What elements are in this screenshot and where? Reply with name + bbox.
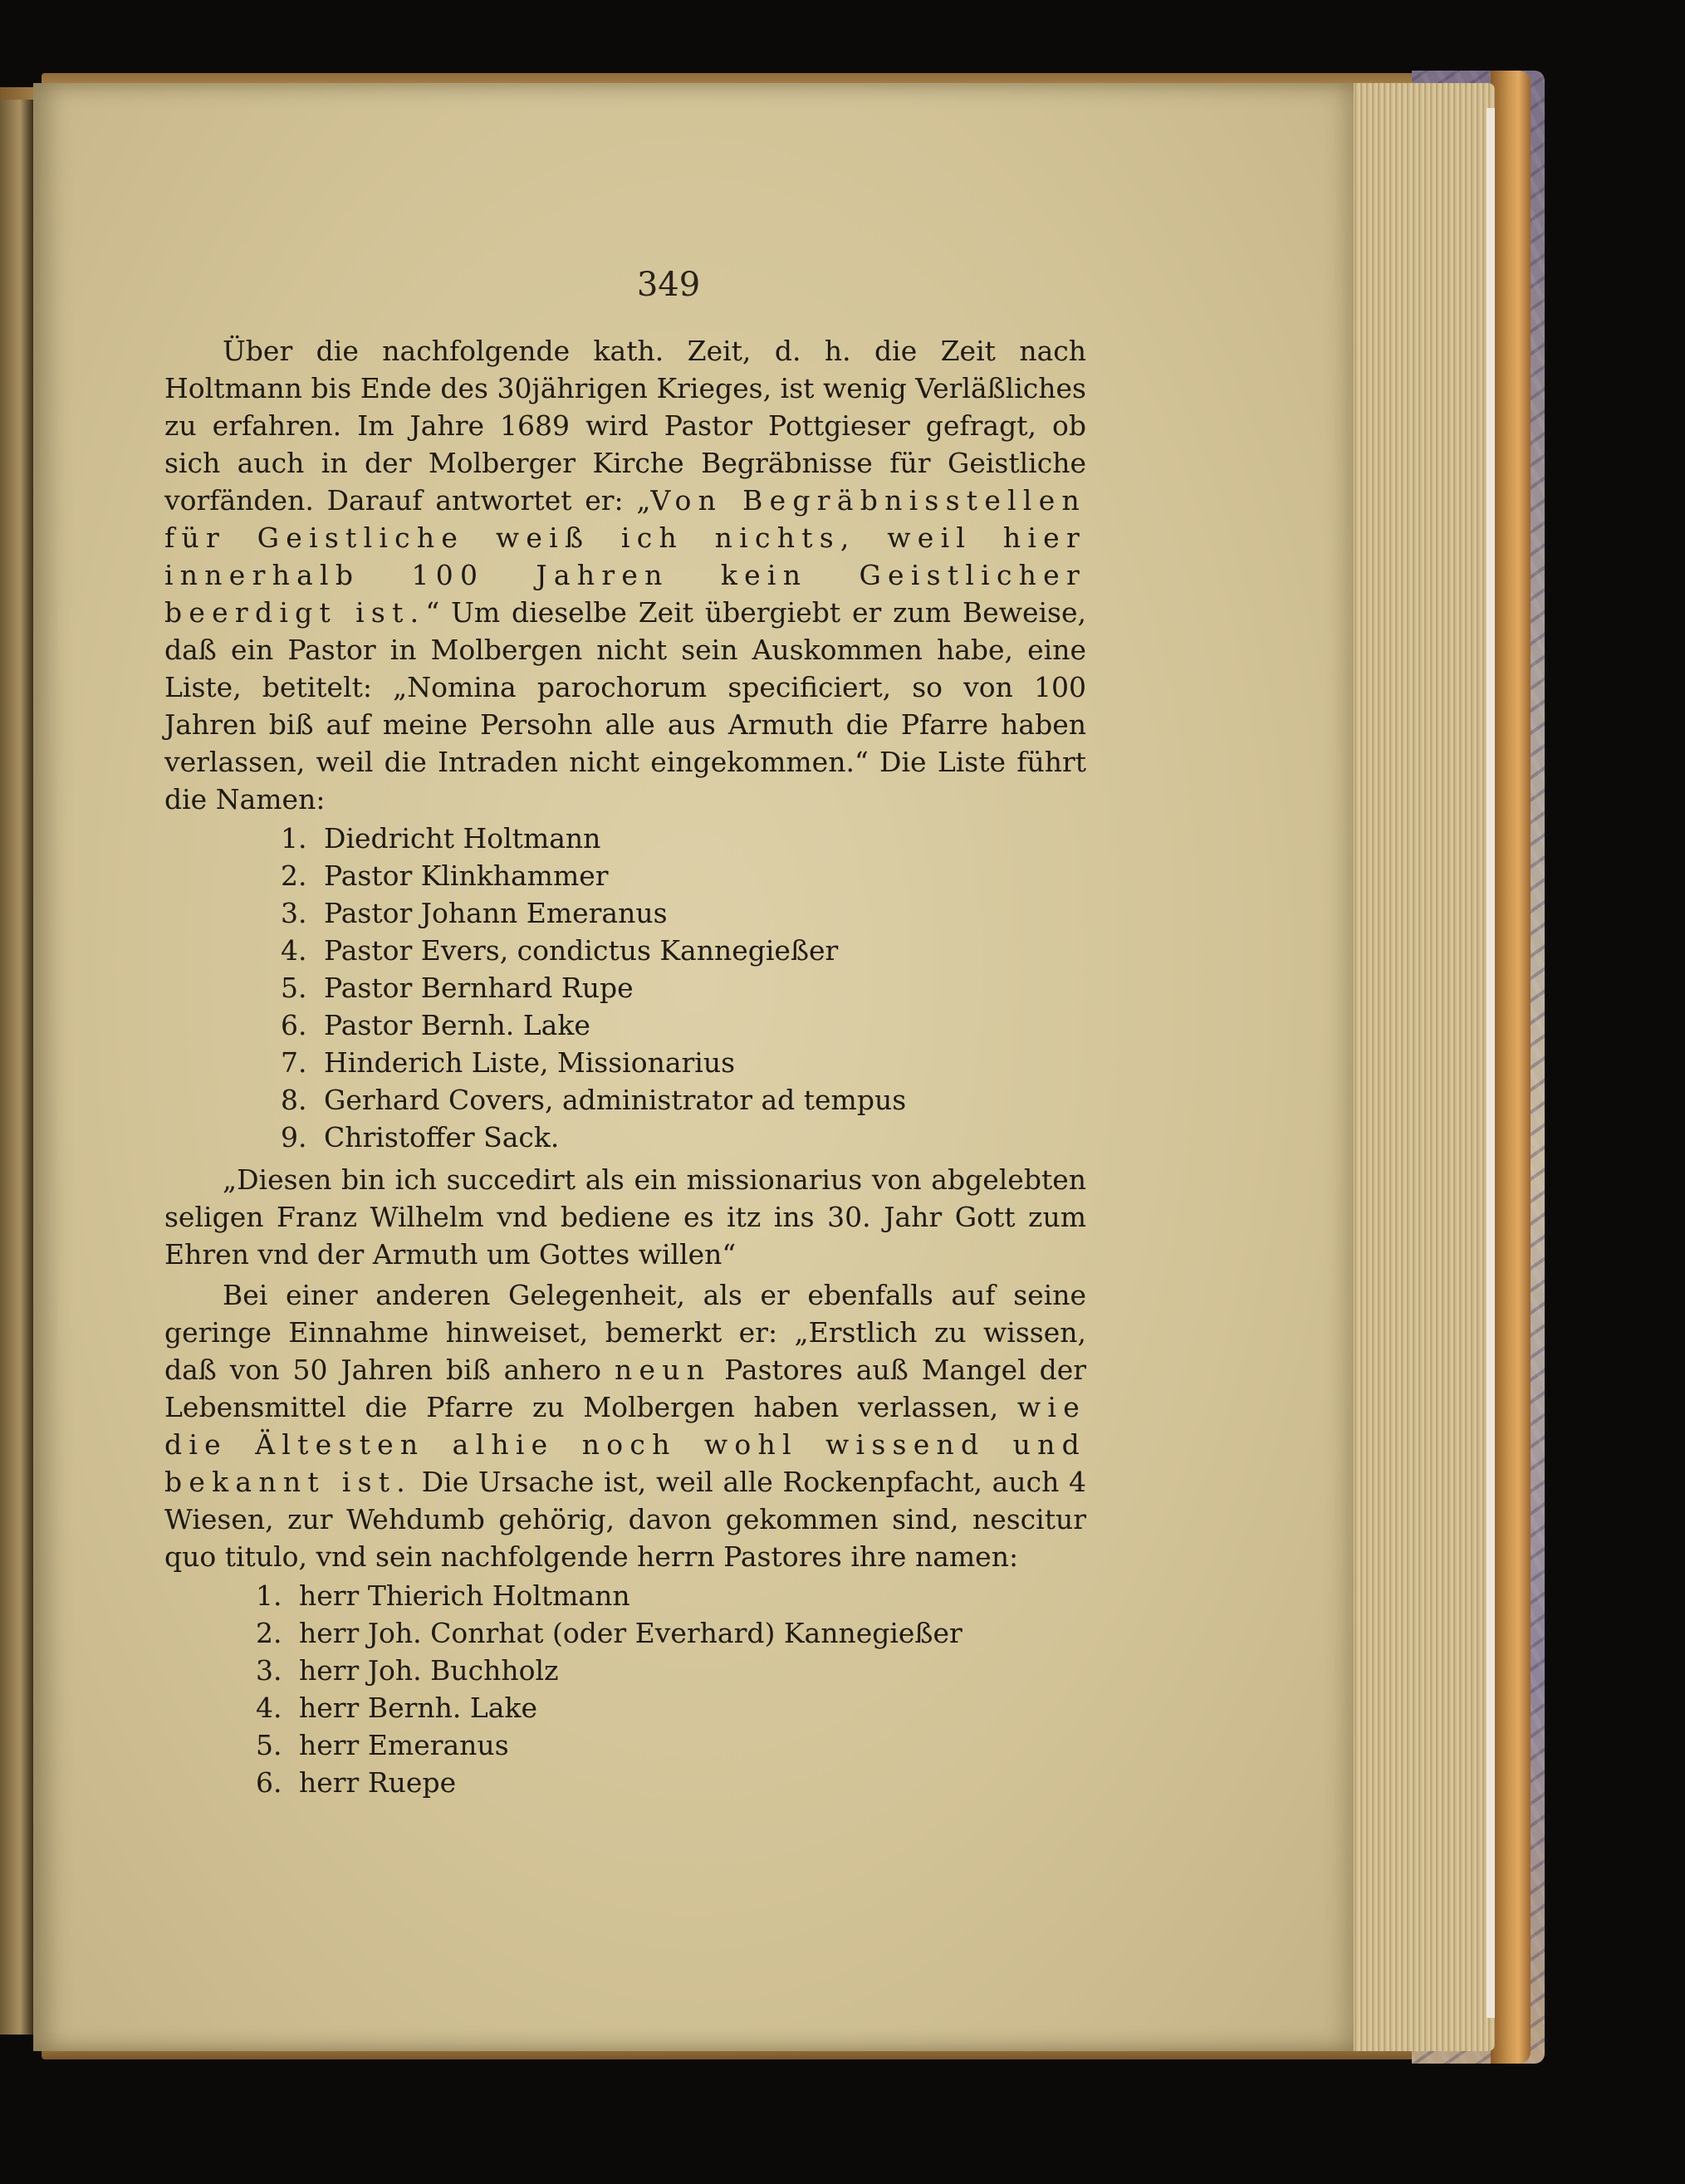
- list-number: 3.: [281, 897, 307, 929]
- list-name: Hinderich Liste, Missionarius: [324, 1046, 736, 1079]
- list-item: [256, 1577, 1086, 1614]
- paragraph-1-end: “ Um dieselbe Zeit übergiebt er zum Beweise, daß ein Pastor in Molbergen nicht sein Auskommen habe, eine Liste, betitelt: „Nomina parochorum specificiert, so von 100 Jahren biß auf meine Persohn alle aus Armuth die Pfarre haben verlassen, weil die Intraden nicht eingekommen.“ Die Liste führt die Namen:: [164, 596, 1086, 815]
- paragraph-3: [164, 1276, 1086, 1575]
- page-edges: [1329, 83, 1495, 2051]
- list-item: [281, 857, 1086, 894]
- list-item: [281, 1119, 1086, 1156]
- list-name: Gerhard Covers, administrator ad tempus: [324, 1084, 907, 1116]
- list-item: [256, 1614, 1086, 1652]
- list-name: Pastor Bernhard Rupe: [324, 972, 634, 1004]
- list-number: 7.: [281, 1046, 307, 1079]
- paragraph-3-start: Bei einer anderen Gelegenheit, als er ebenfalls auf seine geringe Einnahme hinweiset, bemerkt er: „Erstlich zu wissen, daß von 50 Jahren biß anhero: [164, 1279, 1086, 1386]
- list-item: [281, 1044, 1086, 1081]
- list-number: 9.: [281, 1121, 307, 1153]
- list-item: [256, 1764, 1086, 1801]
- paragraph-1-text: Über die nachfolgende kath. Zeit, d. h. die Zeit nach Holtmann bis Ende des 30jährigen Krieges, ist wenig Verläßliches zu erfahren. Im Jahre 1689 wird Pastor Pottgieser gefragt, ob sich auch in der Molberger Kirche Begräbnisse für Geistliche vorfänden. Darauf antwortet er: „: [164, 335, 1086, 517]
- list-item: [281, 1081, 1086, 1119]
- list-number: 2.: [281, 859, 307, 892]
- leather-cover-edge: [1491, 71, 1531, 2064]
- list-number: 5.: [281, 972, 307, 1004]
- paragraph-1-spaced-quote: Von Begräbnisstellen für Geistliche weiß ich nichts, weil hier innerhalb 100 Jahren kein Geistlicher beerdigt ist.: [164, 484, 1086, 629]
- pastor-list-1: [164, 820, 1086, 1156]
- list-number: 5.: [256, 1729, 282, 1761]
- list-name: Pastor Evers, condictus Kannegießer: [324, 934, 839, 967]
- paragraph-3-spaced-phrase: wie die Ältesten alhie noch wohl wissend und bekannt ist.: [164, 1391, 1086, 1498]
- list-name: Pastor Johann Emeranus: [324, 897, 668, 929]
- list-item: [281, 969, 1086, 1006]
- list-name: herr Joh. Buchholz: [299, 1654, 559, 1687]
- list-number: 1.: [281, 822, 307, 855]
- paragraph-2: „Diesen bin ich succedirt als ein missionarius von abgelebten seligen Franz Wilhelm vnd bediene es itz ins 30. Jahr Gott zum Ehren vnd der Armuth um Gottes willen“: [164, 1163, 1086, 1271]
- left-page-edge: [0, 100, 33, 2035]
- list-item: [281, 820, 1086, 857]
- list-number: 4.: [256, 1692, 282, 1724]
- list-number: 8.: [281, 1084, 307, 1116]
- list-number: 6.: [256, 1766, 282, 1799]
- list-name: herr Ruepe: [299, 1766, 457, 1799]
- pastor-list-2: [164, 1577, 1086, 1801]
- list-item: [281, 894, 1086, 932]
- list-name: herr Bernh. Lake: [299, 1692, 537, 1724]
- list-number: 4.: [281, 934, 307, 967]
- paragraph-3-end: Die Ursache ist, weil alle Rockenpfacht, auch 4 Wiesen, zur Wehdumb gehörig, davon gekommen sind, nescitur quo titulo, vnd sein nachfolgende herrn Pastores ihre namen:: [164, 1466, 1086, 1573]
- list-item: [281, 932, 1086, 969]
- list-name: herr Joh. Conrhat (oder Everhard) Kannegießer: [299, 1617, 963, 1649]
- list-name: herr Thierich Holtmann: [299, 1579, 630, 1612]
- list-number: 1.: [256, 1579, 282, 1612]
- list-item: [281, 1006, 1086, 1044]
- endpaper-strip: [1487, 108, 1495, 2018]
- list-name: Diedricht Holtmann: [324, 822, 601, 855]
- list-number: 6.: [281, 1009, 307, 1041]
- paragraph-3-spaced-neun: neun: [614, 1354, 712, 1386]
- list-name: Pastor Klinkhammer: [324, 859, 609, 892]
- list-name: herr Emeranus: [299, 1729, 509, 1761]
- list-number: 3.: [256, 1654, 282, 1687]
- page-text: [164, 332, 1086, 1806]
- list-item: [256, 1726, 1086, 1764]
- book-page: [33, 83, 1354, 2051]
- list-name: Christoffer Sack.: [324, 1121, 560, 1153]
- page-number: 349: [636, 266, 701, 304]
- list-item: [256, 1689, 1086, 1726]
- paragraph-3-mid: Pastores auß Mangel der Lebensmittel die Pfarre zu Molbergen haben verlassen,: [164, 1354, 1087, 1423]
- paragraph-1: [164, 332, 1086, 818]
- list-item: [256, 1652, 1086, 1689]
- list-number: 2.: [256, 1617, 282, 1649]
- list-name: Pastor Bernh. Lake: [324, 1009, 590, 1041]
